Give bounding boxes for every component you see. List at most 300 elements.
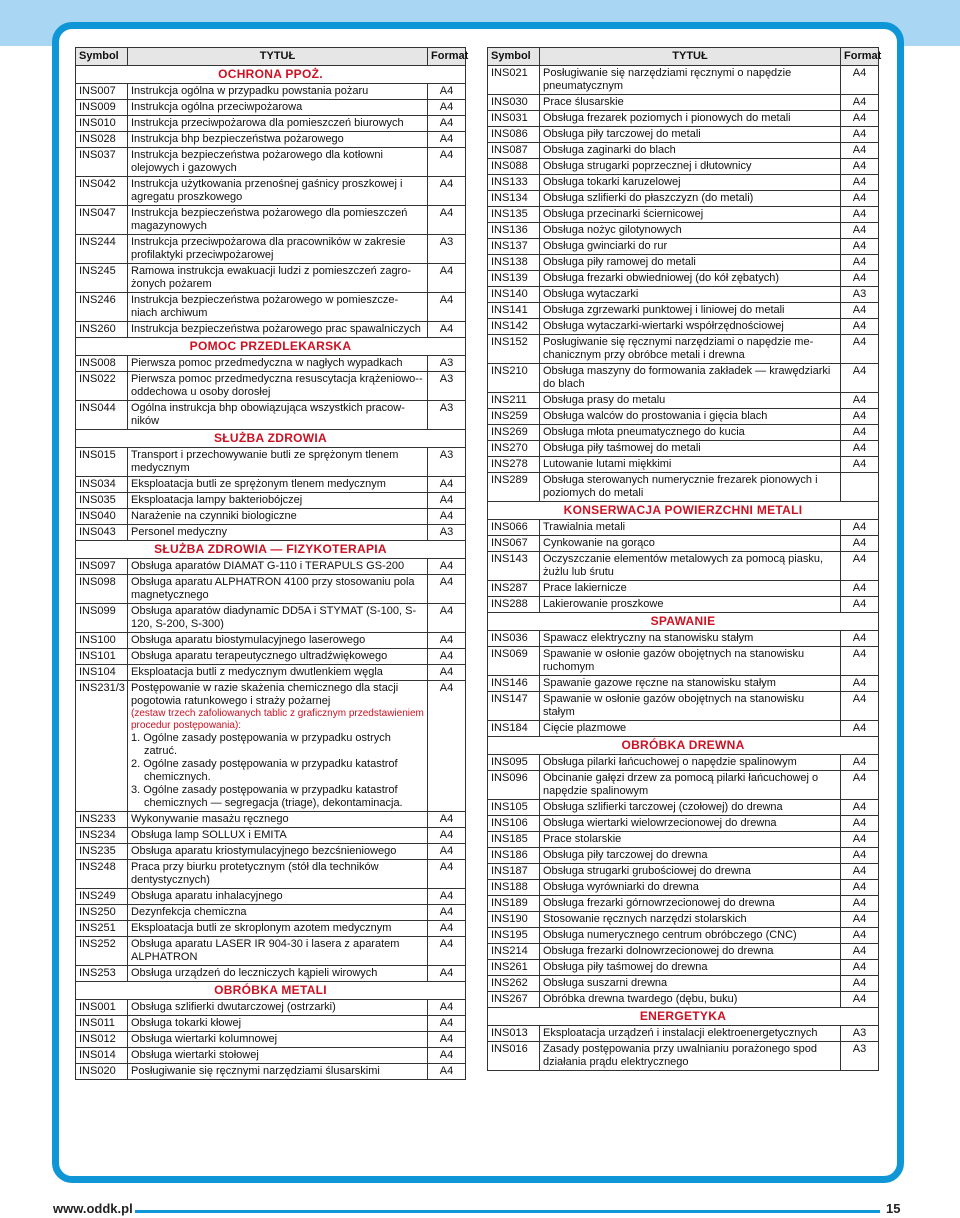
- instruction-code: INS186: [488, 848, 540, 864]
- table-row: [488, 473, 879, 502]
- instruction-code: INS244: [76, 235, 128, 264]
- instruction-code: INS262: [488, 976, 540, 992]
- instruction-code: INS034: [76, 477, 128, 493]
- instruction-format: A4: [428, 477, 466, 493]
- table-row: [76, 905, 466, 921]
- instruction-format: A4: [428, 844, 466, 860]
- instruction-title: Obsługa aparatu biostymulacyjnego laserowego: [131, 634, 366, 646]
- instruction-title: Obsługa walców do prostowania i gięcia blach: [543, 410, 768, 422]
- table-row: [488, 287, 879, 303]
- instruction-title-cell: [128, 905, 428, 921]
- table-row: [76, 921, 466, 937]
- table-row: [488, 207, 879, 223]
- section-header-row: [488, 613, 879, 631]
- instruction-format: A4: [428, 206, 466, 235]
- instruction-code: INS252: [76, 937, 128, 966]
- instruction-title-cell: [128, 828, 428, 844]
- instruction-title: Instrukcja przeciwpożarowa dla pomieszczeń biurowych: [131, 117, 404, 129]
- instruction-title-cell: [540, 364, 841, 393]
- instruction-title-cell: [540, 271, 841, 287]
- table-row: [76, 84, 466, 100]
- instruction-title: Obsługa piły ramowej do metali: [543, 256, 696, 268]
- instruction-format: A4: [428, 889, 466, 905]
- instruction-title: Ogólna instrukcja bhp obowiązująca wszystkich pracow-ników: [131, 402, 405, 427]
- instruction-title-cell: [540, 692, 841, 721]
- instruction-code: INS047: [76, 206, 128, 235]
- instruction-title: Obsługa wiertarki wielowrzecionowej do drewna: [543, 817, 777, 829]
- instruction-title: Obsługa frezarki dolnowrzecionowej do drewna: [543, 945, 774, 957]
- instruction-code: INS141: [488, 303, 540, 319]
- instruction-title-cell: [128, 1048, 428, 1064]
- instruction-format: A3: [841, 287, 879, 303]
- instruction-title: Obsługa wiertarki kolumnowej: [131, 1033, 278, 1045]
- instruction-code: INS021: [488, 66, 540, 95]
- table-row: [488, 441, 879, 457]
- instruction-code: INS146: [488, 676, 540, 692]
- instruction-format: A4: [841, 143, 879, 159]
- instruction-format: A4: [841, 520, 879, 536]
- instruction-title: Cięcie plazmowe: [543, 722, 627, 734]
- instruction-title: Obsługa piły tarczowej do drewna: [543, 849, 708, 861]
- instruction-title-cell: [540, 976, 841, 992]
- table-row: [76, 477, 466, 493]
- instruction-title-cell: [128, 525, 428, 541]
- instruction-format: A4: [841, 692, 879, 721]
- instruction-code: INS008: [76, 356, 128, 372]
- instruction-format: A4: [841, 364, 879, 393]
- instruction-title-cell: [540, 832, 841, 848]
- instruction-code: INS249: [76, 889, 128, 905]
- instruction-title-cell: [128, 206, 428, 235]
- instruction-code: INS259: [488, 409, 540, 425]
- table-row: [488, 95, 879, 111]
- instruction-title: Postępowanie w razie skażenia chemicznego dla stacji pogotowia ratunkowego i straży pożarnej: [131, 682, 399, 707]
- table-row: [488, 755, 879, 771]
- instruction-code: INS270: [488, 441, 540, 457]
- instruction-format: A4: [841, 191, 879, 207]
- instruction-code: INS037: [76, 148, 128, 177]
- instruction-format: A4: [841, 95, 879, 111]
- instruction-title-cell: [540, 223, 841, 239]
- instruction-title-cell: [128, 401, 428, 430]
- instruction-title-cell: [128, 177, 428, 206]
- instruction-format: A4: [841, 111, 879, 127]
- instruction-title: Instrukcja ogólna przeciwpożarowa: [131, 101, 303, 113]
- table-row: [76, 828, 466, 844]
- instruction-title-cell: [540, 143, 841, 159]
- instruction-format: A4: [428, 966, 466, 982]
- table-row: [76, 322, 466, 338]
- instruction-title: Pierwsza pomoc przedmedyczna resuscytacja krążeniowo--oddechowa u osoby dorosłej: [131, 373, 423, 398]
- instruction-title-cell: [540, 287, 841, 303]
- instruction-title: Obsługa wytaczarki: [543, 288, 639, 300]
- table-row: [488, 66, 879, 95]
- instruction-title: Obsługa wytaczarki-wiertarki współrzędnościowej: [543, 320, 784, 332]
- table-row: [76, 356, 466, 372]
- instruction-format: A4: [428, 293, 466, 322]
- instruction-code: INS246: [76, 293, 128, 322]
- header-format: Format: [841, 48, 879, 66]
- instruction-format: A3: [428, 356, 466, 372]
- table-row: [76, 937, 466, 966]
- table-row: [488, 536, 879, 552]
- instruction-title: Obsługa aparatu kriostymulacyjnego bezcśnieniowego: [131, 845, 397, 857]
- instruction-title-cell: [540, 393, 841, 409]
- instruction-title-cell: [128, 100, 428, 116]
- instruction-code: INS251: [76, 921, 128, 937]
- table-row: [488, 944, 879, 960]
- instruction-title-cell: [540, 816, 841, 832]
- instruction-title-cell: [540, 755, 841, 771]
- instruction-title-cell: [128, 322, 428, 338]
- instruction-code: INS101: [76, 649, 128, 665]
- instruction-code: INS020: [76, 1064, 128, 1080]
- instruction-title-cell: [540, 721, 841, 737]
- instruction-format: A4: [841, 960, 879, 976]
- instruction-title-cell: [540, 848, 841, 864]
- instruction-title: Obsługa szlifierki dwutarczowej (ostrzarki): [131, 1001, 336, 1013]
- instruction-title: Obsługa wyrówniarki do drewna: [543, 881, 699, 893]
- instruction-title-cell: [128, 604, 428, 633]
- table-row: [76, 206, 466, 235]
- instruction-title: Prace lakiernicze: [543, 582, 627, 594]
- instruction-code: INS036: [488, 631, 540, 647]
- instruction-title-cell: [540, 239, 841, 255]
- instruction-title: Obsługa aparatów DIAMAT G-110 i TERAPULS GS-200: [131, 560, 405, 572]
- table-row: [76, 649, 466, 665]
- instruction-title: Eksploatacja butli z medycznym dwutlenkiem węgla: [131, 666, 383, 678]
- instruction-code: INS245: [76, 264, 128, 293]
- instruction-format: A4: [428, 322, 466, 338]
- instruction-title-cell: [128, 264, 428, 293]
- table-row: [76, 293, 466, 322]
- instruction-format: A4: [841, 271, 879, 287]
- instruction-title: Spawacz elektryczny na stanowisku stałym: [543, 632, 754, 644]
- instruction-title: Obsługa aparatu inhalacyjnego: [131, 890, 283, 902]
- instruction-title: Obsługa aparatów diadynamic DD5A i STYMAT (S-100, S-120, S-200, S-300): [131, 605, 417, 630]
- instruction-code: INS100: [76, 633, 128, 649]
- instruction-title: Obsługa aparatu terapeutycznego ultradźwiękowego: [131, 650, 388, 662]
- instruction-format: A4: [428, 665, 466, 681]
- instruction-format: A4: [841, 255, 879, 271]
- instruction-format: A4: [841, 912, 879, 928]
- table-row: [488, 1026, 879, 1042]
- instruction-title-cell: [540, 912, 841, 928]
- table-row: [76, 575, 466, 604]
- instruction-format: A4: [841, 175, 879, 191]
- instruction-code: INS261: [488, 960, 540, 976]
- instruction-format: A4: [428, 100, 466, 116]
- instruction-title-cell: [128, 1000, 428, 1016]
- instruction-title: Posługiwanie się ręcznymi narzędziami o napędzie me-chanicznym przy obróbce metali i drewna: [543, 336, 814, 361]
- instruction-code: INS137: [488, 239, 540, 255]
- instruction-title: Eksploatacja butli ze sprężonym tlenem medycznym: [131, 478, 386, 490]
- instruction-code: INS136: [488, 223, 540, 239]
- instruction-title: Obsługa strugarki grubościowej do drewna: [543, 865, 751, 877]
- table-row: [488, 928, 879, 944]
- instruction-title: Prace stolarskie: [543, 833, 622, 845]
- section-title: OBRÓBKA METALI: [76, 982, 466, 1000]
- instruction-format: A3: [841, 1026, 879, 1042]
- instruction-title: Praca przy biurku protetycznym (stół dla techników dentystycznych): [131, 861, 379, 886]
- table-row: [76, 559, 466, 575]
- instruction-title-cell: [128, 148, 428, 177]
- instruction-title-cell: [540, 425, 841, 441]
- instruction-code: INS104: [76, 665, 128, 681]
- table-row: [488, 816, 879, 832]
- instruction-code: INS044: [76, 401, 128, 430]
- instruction-code: INS067: [488, 536, 540, 552]
- instruction-code: INS147: [488, 692, 540, 721]
- table-row: [76, 633, 466, 649]
- instruction-format: A4: [841, 536, 879, 552]
- instruction-title-cell: [128, 633, 428, 649]
- instruction-title: Lakierowanie proszkowe: [543, 598, 664, 610]
- instruction-title: Obsługa zgrzewarki punktowej i liniowej do metali: [543, 304, 785, 316]
- instruction-code: INS040: [76, 509, 128, 525]
- instruction-title-cell: [128, 937, 428, 966]
- instruction-title: Instrukcja bezpieczeństwa pożarowego dla kotłowni olejowych i gazowych: [131, 149, 383, 174]
- instruction-title: Trawialnia metali: [543, 521, 626, 533]
- instruction-title: Obsługa przecinarki ściernicowej: [543, 208, 704, 220]
- table-row: [488, 425, 879, 441]
- instruction-title-cell: [128, 665, 428, 681]
- table-row: [488, 409, 879, 425]
- instruction-title: Eksploatacja urządzeń i instalacji elektroenergetycznych: [543, 1027, 818, 1039]
- table-row: [488, 552, 879, 581]
- instruction-title-cell: [128, 1064, 428, 1080]
- instruction-title: Obsługa aparatu LASER IR 904-30 i lasera z aparatem ALPHATRON: [131, 938, 400, 963]
- instruction-title: Obsługa nożyc gilotynowych: [543, 224, 682, 236]
- instruction-code: INS250: [76, 905, 128, 921]
- instruction-title-cell: [540, 928, 841, 944]
- instruction-code: INS014: [76, 1048, 128, 1064]
- instruction-code: INS031: [488, 111, 540, 127]
- instruction-title-cell: [128, 293, 428, 322]
- instruction-code: INS042: [76, 177, 128, 206]
- header-title: TYTUŁ: [540, 48, 841, 66]
- instruction-title-cell: [128, 649, 428, 665]
- instruction-code: INS278: [488, 457, 540, 473]
- table-row: [488, 1042, 879, 1071]
- instruction-title: Obsługa gwinciarki do rur: [543, 240, 668, 252]
- instruction-title-cell: [540, 111, 841, 127]
- instruction-code: INS133: [488, 175, 540, 191]
- instruction-format: A4: [841, 864, 879, 880]
- table-row: [76, 812, 466, 828]
- section-header-row: [76, 338, 466, 356]
- instruction-format: A4: [841, 552, 879, 581]
- table-row: [76, 1064, 466, 1080]
- table-row: [488, 457, 879, 473]
- table-row: [76, 1016, 466, 1032]
- instruction-title: Wykonywanie masażu ręcznego: [131, 813, 289, 825]
- instruction-title: Obsługa frezarek poziomych i pionowych do metali: [543, 112, 791, 124]
- instruction-code: INS233: [76, 812, 128, 828]
- instruction-format: A4: [428, 493, 466, 509]
- instruction-format: A4: [428, 177, 466, 206]
- instruction-title-cell: [128, 509, 428, 525]
- instruction-title: Instrukcja przeciwpożarowa dla pracowników w zakresie profilaktyki przeciwpożarowej: [131, 236, 406, 261]
- instruction-format: A4: [841, 755, 879, 771]
- instruction-format: A4: [428, 921, 466, 937]
- instruction-format: A3: [841, 1042, 879, 1071]
- instruction-code: INS097: [76, 559, 128, 575]
- instruction-format: A4: [841, 976, 879, 992]
- table-row: [76, 116, 466, 132]
- table-row: [488, 771, 879, 800]
- instruction-format: A4: [841, 303, 879, 319]
- instruction-format: A4: [841, 457, 879, 473]
- instruction-title-cell: [128, 477, 428, 493]
- instruction-title: Obsługa piły taśmowej do drewna: [543, 961, 708, 973]
- instruction-title: Personel medyczny: [131, 526, 227, 538]
- instruction-format: A3: [428, 448, 466, 477]
- instruction-title: Obsługa maszyny do formowania zakładek — krawędziarki do blach: [543, 365, 831, 390]
- instruction-code: INS152: [488, 335, 540, 364]
- instruction-format: A4: [428, 509, 466, 525]
- instruction-title: Obsługa strugarki poprzecznej i dłutownicy: [543, 160, 752, 172]
- instruction-title-cell: [540, 597, 841, 613]
- instruction-title-cell: [540, 992, 841, 1008]
- instruction-title-cell: [540, 864, 841, 880]
- instruction-code: INS087: [488, 143, 540, 159]
- table-row: [488, 159, 879, 175]
- instruction-code: INS016: [488, 1042, 540, 1071]
- instruction-format: A4: [841, 992, 879, 1008]
- instruction-code: INS106: [488, 816, 540, 832]
- instruction-code: INS098: [76, 575, 128, 604]
- instruction-title-cell: [128, 235, 428, 264]
- instruction-title-cell: [540, 175, 841, 191]
- instruction-format: A3: [428, 235, 466, 264]
- table-row: [488, 864, 879, 880]
- instruction-title-cell: [540, 335, 841, 364]
- table-row: [76, 665, 466, 681]
- instruction-title-cell: [128, 1016, 428, 1032]
- header-symbol: Symbol: [76, 48, 128, 66]
- table-row: [76, 401, 466, 430]
- instruction-title-cell: [540, 520, 841, 536]
- instruction-title-cell: [540, 303, 841, 319]
- section-header-row: [488, 1008, 879, 1026]
- instruction-title: Spawanie w osłonie gazów obojętnych na stanowisku ruchomym: [543, 648, 805, 673]
- table-row: [76, 132, 466, 148]
- table-row: [488, 992, 879, 1008]
- instruction-title: Instrukcja ogólna w przypadku powstania pożaru: [131, 85, 369, 97]
- section-header-row: [488, 737, 879, 755]
- table-row: [488, 647, 879, 676]
- instruction-title-cell: [540, 127, 841, 143]
- instruction-title: Zasady postępowania przy uwalnianiu porażonego spod działania prądu elektrycznego: [543, 1043, 817, 1068]
- instruction-title: Obsługa piły tarczowej do metali: [543, 128, 701, 140]
- table-row: [76, 493, 466, 509]
- table-row: [488, 127, 879, 143]
- instruction-code: INS211: [488, 393, 540, 409]
- table-row: [488, 335, 879, 364]
- instruction-title-cell: [540, 581, 841, 597]
- instruction-title-cell: [540, 631, 841, 647]
- table-row: [76, 1048, 466, 1064]
- footer-website-link[interactable]: www.oddk.pl: [53, 1201, 133, 1216]
- instruction-title: Obsługa wiertarki stołowej: [131, 1049, 259, 1061]
- instruction-code: INS096: [488, 771, 540, 800]
- section-header-row: [76, 541, 466, 559]
- instruction-code: INS028: [76, 132, 128, 148]
- instruction-format: A4: [428, 1000, 466, 1016]
- instruction-title: Posługiwanie się ręcznymi narzędziami ślusarskimi: [131, 1065, 380, 1077]
- instruction-title: Obsługa piły taśmowej do metali: [543, 442, 701, 454]
- instruction-code: INS142: [488, 319, 540, 335]
- instruction-code: INS007: [76, 84, 128, 100]
- table-row: [488, 631, 879, 647]
- instruction-code: INS035: [76, 493, 128, 509]
- catalog-table-left: [75, 47, 469, 1080]
- instruction-format: A4: [841, 409, 879, 425]
- instruction-title-cell: [128, 966, 428, 982]
- table-row: [488, 597, 879, 613]
- instruction-title: Eksploatacja lampy bakteriobójczej: [131, 494, 303, 506]
- instruction-title: Obcinanie gałęzi drzew za pomocą pilarki łańcuchowej o napędzie spalinowym: [543, 772, 819, 797]
- instruction-title: Obsługa aparatu ALPHATRON 4100 przy stosowaniu pola magnetycznego: [131, 576, 415, 601]
- instruction-code: INS066: [488, 520, 540, 536]
- instruction-code: INS188: [488, 880, 540, 896]
- table-row: [76, 448, 466, 477]
- header-format: Format: [428, 48, 466, 66]
- instruction-code: INS234: [76, 828, 128, 844]
- instruction-title: Obsługa tokarki kłowej: [131, 1017, 242, 1029]
- instruction-title: Spawanie gazowe ręczne na stanowisku stałym: [543, 677, 776, 689]
- instruction-code: INS267: [488, 992, 540, 1008]
- instruction-code: INS184: [488, 721, 540, 737]
- instruction-title-cell: [540, 944, 841, 960]
- instruction-title-cell: [128, 448, 428, 477]
- table-row: [488, 676, 879, 692]
- instruction-title-cell: [540, 960, 841, 976]
- instruction-title: Instrukcja bezpieczeństwa pożarowego w pomieszcze-niach archiwum: [131, 294, 399, 319]
- section-title: OCHRONA PPOŻ.: [76, 66, 466, 84]
- instruction-format: A4: [841, 800, 879, 816]
- instruction-subitem: 2. Ogólne zasady postępowania w przypadku katastrof chemicznych.: [131, 758, 398, 783]
- instruction-title-cell: [128, 559, 428, 575]
- instruction-code: INS086: [488, 127, 540, 143]
- instruction-format: A4: [841, 896, 879, 912]
- table-row: [488, 880, 879, 896]
- instruction-format: A4: [841, 832, 879, 848]
- instruction-format: A4: [841, 319, 879, 335]
- instruction-format: A4: [841, 848, 879, 864]
- right-column: [487, 47, 882, 1071]
- section-header-row: [488, 502, 879, 520]
- instruction-code: INS140: [488, 287, 540, 303]
- instruction-title: Obsługa urządzeń do leczniczych kąpieli wirowych: [131, 967, 378, 979]
- section-title: SŁUŻBA ZDROWIA: [76, 430, 466, 448]
- table-row: [488, 581, 879, 597]
- instruction-code: INS143: [488, 552, 540, 581]
- instruction-code: INS210: [488, 364, 540, 393]
- instruction-title: Ramowa instrukcja ewakuacji ludzi z pomieszczeń zagro-żonych pożarem: [131, 265, 412, 290]
- instruction-title: Obsługa pilarki łańcuchowej o napędzie spalinowym: [543, 756, 797, 768]
- instruction-code: INS187: [488, 864, 540, 880]
- instruction-format: A4: [841, 159, 879, 175]
- instruction-code: INS195: [488, 928, 540, 944]
- table-row: [488, 239, 879, 255]
- instruction-format: A4: [428, 828, 466, 844]
- table-row: [488, 223, 879, 239]
- instruction-title: Obsługa frezarki górnowrzecionowej do drewna: [543, 897, 775, 909]
- table-row: [76, 100, 466, 116]
- table-row: [488, 393, 879, 409]
